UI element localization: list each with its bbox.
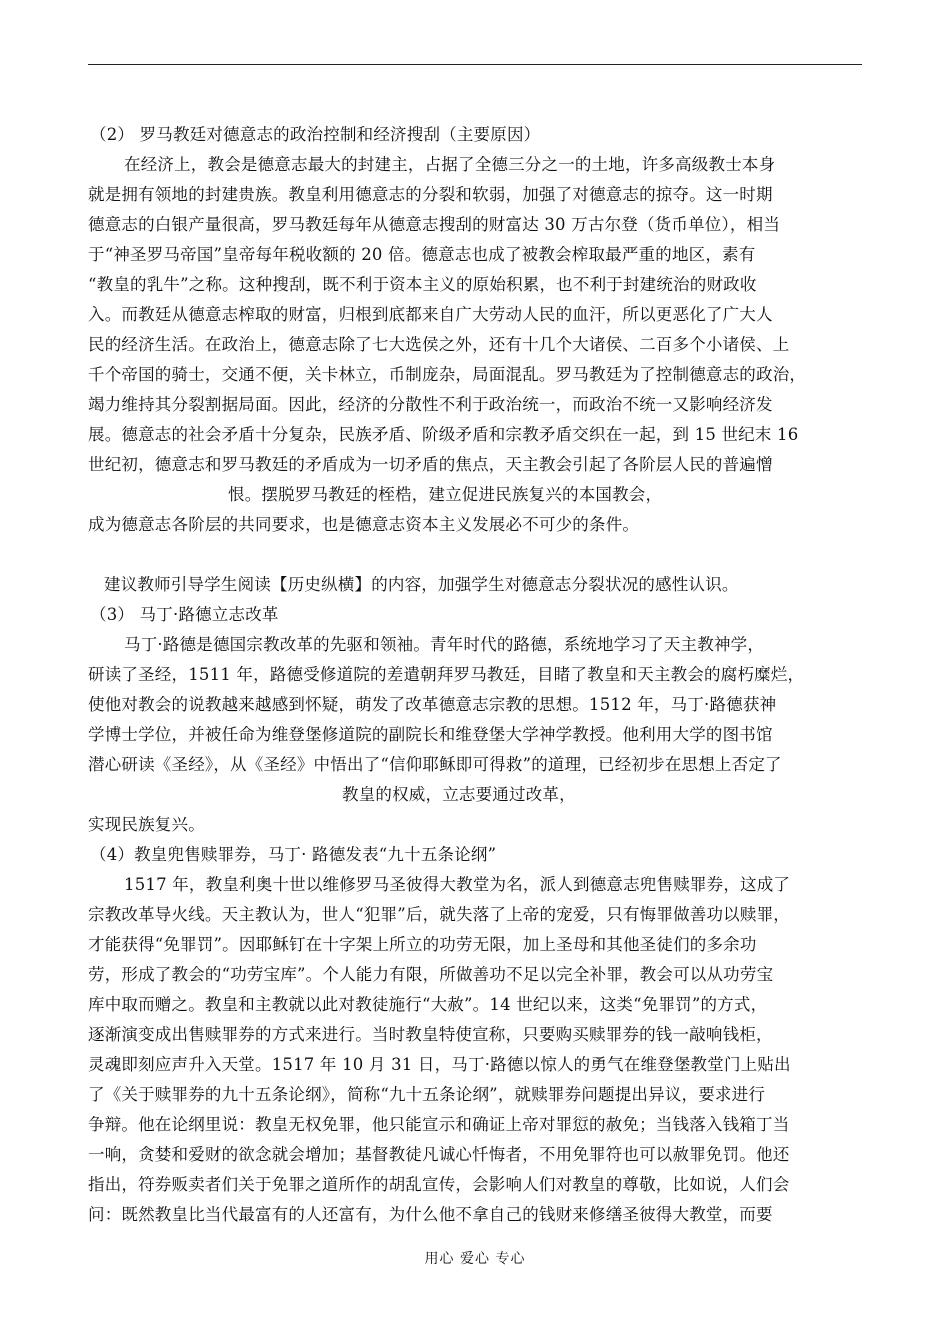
header-rule — [88, 64, 862, 65]
s3-line-2: 研读了圣经，1511 年，路德受修道院的差遣朝拜罗马教廷，目睹了教皇和天主教会的腐朽糜烂， — [88, 665, 805, 684]
s4-line-11: 指出，符券贩卖者们关于免罪之道所作的胡乱宣传，会影响人们对教皇的尊敬，比如说，人们会 — [88, 1175, 790, 1194]
s3-line-4: 学博士学位，并被任命为维登堡修道院的副院长和维登堡大学神学教授。他利用大学的图书馆 — [88, 725, 773, 744]
s2-line-10: 展。德意志的社会矛盾十分复杂，民族矛盾、阶级矛盾和宗教矛盾交织在一起，到 15 世纪末 16 — [88, 425, 799, 444]
s4-line-12: 问：既然教皇比当代最富有的人还富有，为什么他不拿自己的钱财来修缮圣彼得大教堂，而要 — [88, 1205, 773, 1224]
s2-line-6: 入。而教廷从德意志榨取的财富，归根到底都来自广大劳动人民的血汗，所以更恶化了广大人 — [88, 305, 773, 324]
s2-line-2: 就是拥有领地的封建贵族。教皇利用德意志的分裂和软弱，加强了对德意志的掠夺。这一时期 — [88, 185, 773, 204]
s3-line-3: 使他对教会的说教越来越感到怀疑，萌发了改革德意志宗教的思想。1512 年，马丁·路德获神 — [88, 695, 777, 714]
s3-line-6: 教皇的权威，立志要通过改革， — [342, 785, 576, 804]
s4-line-5: 库中取而赠之。教皇和主教就以此对教徒施行“大赦”。14 世纪以来，这类“免罪罚”的方式， — [88, 995, 768, 1014]
s2-line-13: 成为德意志各阶层的共同要求，也是德意志资本主义发展必不可少的条件。 — [88, 515, 640, 534]
teacher-note: 建议教师引导学生阅读【历史纵横】的内容，加强学生对德意志分裂状况的感性认识。 — [104, 575, 739, 594]
section-4-heading: （4）教皇兜售赎罪券，马丁· 路德发表“九十五条论纲” — [90, 845, 497, 864]
s2-line-3: 德意志的白银产量很高，罗马教廷每年从德意志搜刮的财富达 30 万古尔登（货币单位），相当 — [88, 215, 781, 234]
s3-line-5: 潜心研读《圣经》，从《圣经》中悟出了“信仰耶稣即可得救”的道理，已经初步在思想上否定了 — [88, 755, 782, 774]
s4-line-6: 逐渐演变成出售赎罪券的方式来进行。当时教皇特使宣称，只要购买赎罪券的钱一敲响钱柜， — [88, 1025, 773, 1044]
s4-line-8: 了《关于赎罪券的九十五条论纲》，简称“九十五条论纲”，就赎罪券问题提出异议，要求进行 — [88, 1085, 766, 1104]
s3-line-1: 马丁·路德是德国宗教改革的先驱和领袖。青年时代的路德，系统地学习了天主教神学， — [124, 635, 765, 654]
s2-line-5: “教皇的乳牛”之称。这种搜刮，既不利于资本主义的原始积累，也不利于封建统治的财政收 — [88, 275, 757, 294]
s4-line-3: 才能获得“免罪罚”。因耶稣钉在十字架上所立的功劳无限，加上圣母和其他圣徒们的多余功 — [88, 935, 757, 954]
page-footer: 用心 爱心 专心 — [424, 1251, 526, 1267]
document-body — [88, 120, 864, 1230]
s2-line-4: 于“神圣罗马帝国”皇帝每年税收额的 20 倍。德意志也成了被教会榨取最严重的地区，素有 — [88, 245, 756, 264]
s2-line-11: 世纪初，德意志和罗马教廷的矛盾成为一切矛盾的焦点，天主教会引起了各阶层人民的普遍憎 — [88, 455, 773, 474]
section-3-heading: （3） 马丁·路德立志改革 — [90, 605, 279, 624]
s3-line-7: 实现民族复兴。 — [88, 815, 205, 834]
s2-line-8: 千个帝国的骑士，交通不便，关卡林立，币制庞杂，局面混乱。罗马教廷为了控制德意志的政治， — [88, 365, 807, 384]
section-2-heading: （2） 罗马教廷对德意志的政治控制和经济搜刮（主要原因） — [90, 125, 541, 144]
s4-line-1: 1517 年，教皇利奥十世以维修罗马圣彼得大教堂为名，派人到德意志兜售赎罪券，这成了 — [124, 875, 791, 894]
s2-line-7: 民的经济生活。在政治上，德意志除了七大选侯之外，还有十几个大诸侯、二百多个小诸侯、上 — [88, 335, 790, 354]
s4-line-10: 一响，贪婪和爱财的欲念就会增加；基督教徒凡诚心忏悔者，不用免罪符也可以赦罪免罚。他还 — [88, 1145, 790, 1164]
s4-line-7: 灵魂即刻应声升入天堂。1517 年 10 月 31 日，马丁·路德以惊人的勇气在维登堡教堂门上贴出 — [88, 1055, 791, 1074]
s2-line-12: 恨。摆脱罗马教廷的桎梏，建立促进民族复兴的本国教会， — [228, 485, 663, 504]
s2-line-9: 竭力维持其分裂割据局面。因此，经济的分散性不利于政治统一，而政治不统一又影响经济发 — [88, 395, 773, 414]
s4-line-9: 争辩。他在论纲里说：教皇无权免罪，他只能宣示和确证上帝对罪愆的赦免；当钱落入钱箱丁当 — [88, 1115, 790, 1134]
s2-line-1: 在经济上，教会是德意志最大的封建主，占据了全德三分之一的土地，许多高级教士本身 — [124, 155, 776, 174]
s4-line-4: 劳，形成了教会的“功劳宝库”。个人能力有限，所做善功不足以完全补罪，教会可以从功劳宝 — [88, 965, 774, 984]
s4-line-2: 宗教改革导火线。天主教认为，世人“犯罪”后，就失落了上帝的宠爱，只有悔罪做善功以赎罪， — [88, 905, 790, 924]
